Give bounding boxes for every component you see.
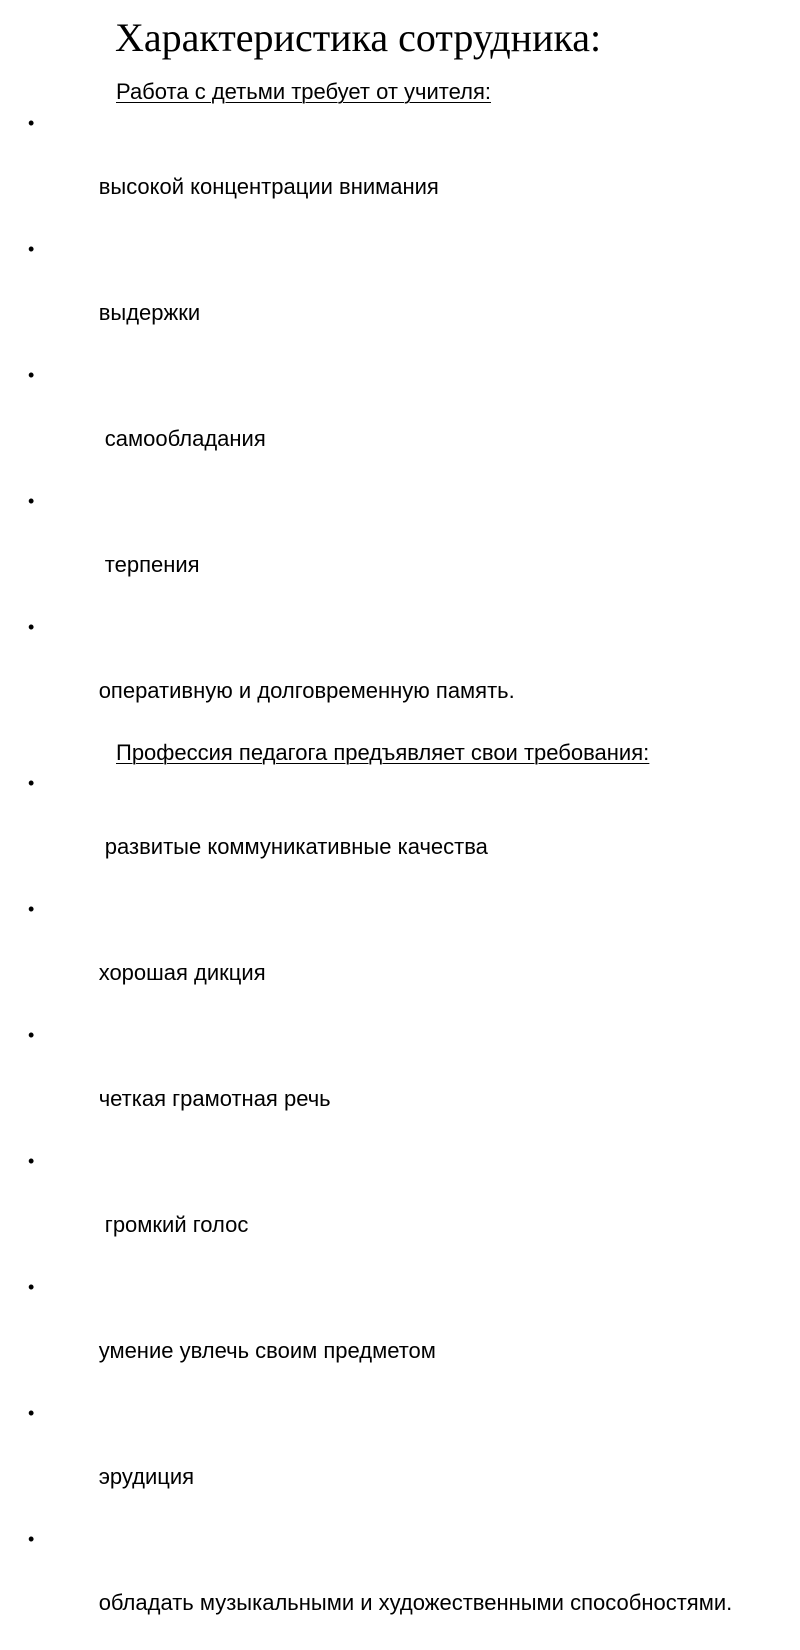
list-item xyxy=(26,1020,746,1146)
list-item xyxy=(26,1272,746,1398)
list-item-text: громкий голос xyxy=(98,1211,249,1237)
list-item-text: обладать музыкальными и художественными способностями. xyxy=(98,1589,733,1615)
bullet-icon: • xyxy=(28,112,35,133)
list-item xyxy=(26,768,746,894)
list-item-text: высокой концентрации внимания xyxy=(98,173,439,199)
list-item-text: терпения xyxy=(98,551,200,577)
list-item-text: оперативную и долговременную память. xyxy=(98,677,515,703)
list-item-text: развитые коммуникативные качества xyxy=(98,833,488,859)
list-item xyxy=(26,1146,746,1272)
section-heading-label: Работа с детьми требует от учителя: xyxy=(116,79,491,104)
bullet-icon: • xyxy=(28,364,35,385)
list-item xyxy=(26,612,746,738)
list-item-text: самообладания xyxy=(98,425,266,451)
bullet-icon: • xyxy=(28,1150,35,1171)
section-heading-label: Профессия педагога предъявляет свои требования: xyxy=(116,739,650,765)
bullet-icon: • xyxy=(28,1024,35,1045)
list-item xyxy=(26,234,746,360)
list-item-text: эрудиция xyxy=(98,1463,195,1489)
list-item xyxy=(26,108,746,234)
bullet-icon: • xyxy=(28,1528,35,1549)
bullet-icon: • xyxy=(28,1276,35,1297)
list-item-text: четкая грамотная речь xyxy=(98,1085,331,1111)
slide-content xyxy=(26,76,746,1650)
slide-title: Характеристика сотрудника: xyxy=(115,15,602,60)
list-item-text: умение увлечь своим предметом xyxy=(98,1337,436,1363)
bullet-icon: • xyxy=(28,898,35,919)
bullet-icon: • xyxy=(28,772,35,793)
list-item-text: хорошая дикция xyxy=(98,959,266,985)
list-item-text: выдержки xyxy=(98,299,201,325)
bullet-icon: • xyxy=(28,616,35,637)
section-heading-teacher-requirements xyxy=(26,76,746,108)
section-heading-profession-requirements xyxy=(26,738,746,768)
list-item xyxy=(26,894,746,1020)
list-item xyxy=(26,360,746,486)
bullet-icon: • xyxy=(28,1402,35,1423)
list-item xyxy=(26,1398,746,1524)
list-item xyxy=(26,1524,746,1650)
bullet-icon: • xyxy=(28,490,35,511)
list-item xyxy=(26,486,746,612)
bullet-icon: • xyxy=(28,238,35,259)
